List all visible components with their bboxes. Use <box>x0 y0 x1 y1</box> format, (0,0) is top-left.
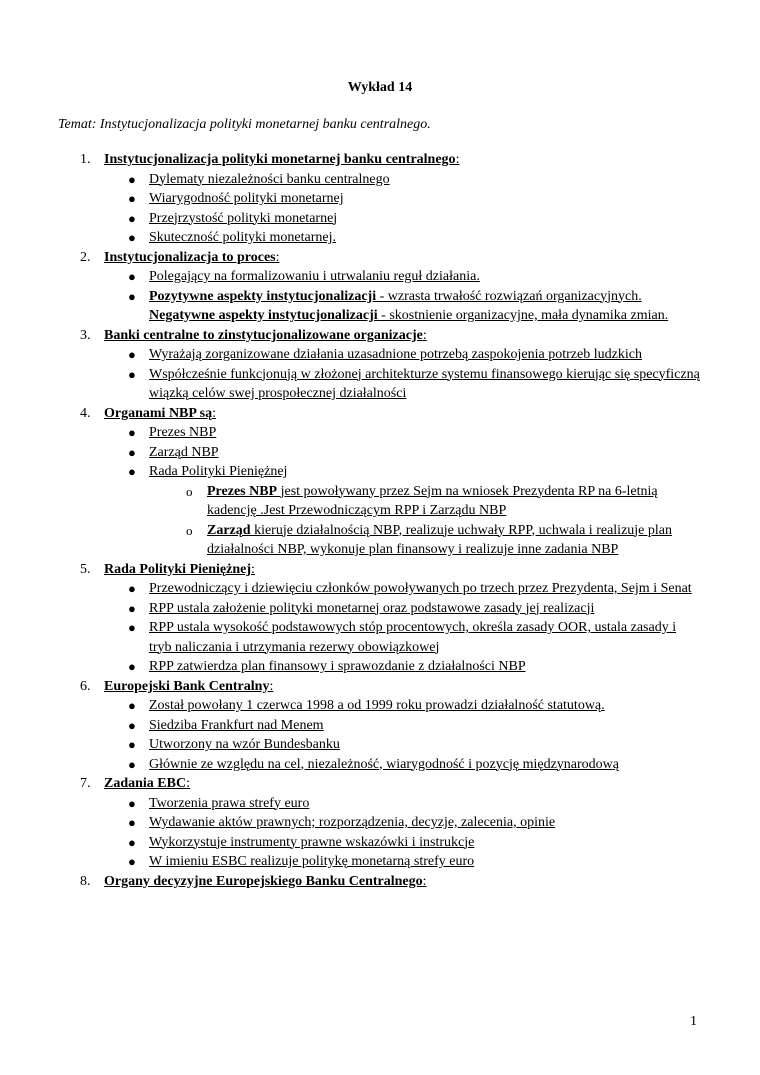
section-number: 2. <box>80 249 91 265</box>
bullet-icon: ● <box>128 288 136 304</box>
bullet-icon: ● <box>128 620 136 635</box>
section-4: 4. Organami NBP są: <box>0 404 760 424</box>
section-number: 7. <box>80 776 91 791</box>
list-item: ● Został powołany 1 czerwca 1998 a od 1999 roku prowadzi działalność statutową. <box>0 696 760 716</box>
section-number: 4. <box>80 405 91 421</box>
list-item: ● Tworzenia prawa strefy euro <box>0 794 760 814</box>
list-item: ● Dylematy niezależności banku centralnego <box>0 170 760 190</box>
section-number: 1. <box>80 152 91 167</box>
sub-bullet-icon: o <box>186 483 193 499</box>
section-7: 7. Zadania EBC: <box>0 774 760 794</box>
bullet-icon: ● <box>128 834 136 850</box>
outline-list <box>0 150 760 891</box>
list-item: ● Wiarygodność polityki monetarnej <box>0 189 760 209</box>
list-item: ● Współcześnie funkcjonują w złożonej architekturze systemu finansowego kierując się specyficzną wiązką celów swej prospołecznej działalności <box>128 366 700 401</box>
list-item: ● Skuteczność polityki monetarnej. <box>0 228 760 248</box>
section-title: Instytucjonalizacja to proces <box>104 249 276 265</box>
lecture-title: Wykład 14 <box>347 80 413 95</box>
bullet-icon: ● <box>128 737 136 752</box>
list-item: ● Wykorzystuje instrumenty prawne wskazówki i instrukcje <box>0 833 760 853</box>
bullet-icon: ● <box>128 210 136 226</box>
section-number: 3. <box>80 327 91 343</box>
section-3: 3. Banki centralne to zinstytucjonalizowane organizacje: <box>0 326 760 346</box>
list-item: ● Polegający na formalizowaniu i utrwalaniu reguł działania. <box>0 267 760 287</box>
list-item: ● Przewodniczący i dziewięciu członków powoływanych po trzech przez Prezydenta, Sejm i Senat <box>0 579 760 599</box>
list-item: ● W imieniu ESBC realizuje politykę monetarną strefy euro <box>0 852 760 872</box>
bullet-icon: ● <box>128 171 136 187</box>
section-title: Organy decyzyjne Europejskiego Banku Centralnego <box>104 873 423 889</box>
bullet-icon: ● <box>128 815 136 830</box>
bullet-icon: ● <box>128 464 136 479</box>
bullet-icon: ● <box>128 600 136 616</box>
bullet-icon: ● <box>128 659 136 674</box>
lecture-subject: Temat: Instytucjonalizacja polityki monetarnej banku centralnego. <box>58 117 431 132</box>
section-6: 6. Europejski Bank Centralny: <box>0 677 760 697</box>
bullet-icon: ● <box>128 698 136 713</box>
section-title: Rada Polityki Pieniężnej <box>104 561 251 577</box>
list-item: ● Wyrażają zorganizowane działania uzasadnione potrzebą zaspokojenia potrzeb ludzkich <box>0 345 760 365</box>
list-item: ● Prezes NBP <box>0 423 760 443</box>
list-item: ● Głównie ze względu na cel, niezależność, wiarygodność i pozycję międzynarodową <box>0 755 760 775</box>
section-title: Banki centralne to zinstytucjonalizowane organizacje <box>104 327 423 343</box>
list-item: ● Wydawanie aktów prawnych; rozporządzenia, decyzje, zalecenia, opinie <box>0 813 760 833</box>
section-number: 8. <box>80 873 91 889</box>
bullet-icon: ● <box>128 756 136 772</box>
list-item: ● RPP zatwierdza plan finansowy i sprawozdanie z działalności NBP <box>0 657 760 677</box>
sub-list-item: o Prezes NBP jest powoływany przez Sejm na wniosek Prezydenta RP na 6-letnią kadencję .Jest Przewodniczącym RPP i Zarządu NBP <box>186 483 658 518</box>
bullet-icon: ● <box>128 854 136 869</box>
list-item: ● Siedziba Frankfurt nad Menem <box>0 716 760 736</box>
list-item: ● RPP ustala wysokość podstawowych stóp procentowych, określa zasady OOR, ustala zasady i tryb naliczania i utrzymania rezerwy obowiązkowej <box>128 620 677 655</box>
bullet-icon: ● <box>128 795 136 811</box>
section-title: Instytucjonalizacja polityki monetarnej banku centralnego <box>104 152 456 167</box>
bullet-icon: ● <box>128 366 136 382</box>
bullet-icon: ● <box>128 191 136 206</box>
list-item: ● Pozytywne aspekty instytucjonalizacji - wzrasta trwałość rozwiązań organizacyjnych. Negatywne aspekty instytucjonalizacji - skostnienie organizacyjne, mała dynamika zmian. <box>128 288 669 323</box>
bullet-icon: ● <box>128 581 136 596</box>
section-number: 6. <box>80 678 91 694</box>
bullet-icon: ● <box>128 425 136 440</box>
sub-list-item: o Zarząd kieruje działalnością NBP, realizuje uchwały RPP, uchwala i realizuje plan działalności NBP, wykonuje plan finansowy i realizuje inne zadania NBP <box>186 522 672 557</box>
list-item: ● Zarząd NBP <box>0 443 760 463</box>
section-title: Europejski Bank Centralny <box>104 678 270 694</box>
bullet-icon: ● <box>128 444 136 460</box>
section-number: 5. <box>80 561 91 577</box>
section-5: 5. Rada Polityki Pieniężnej: <box>0 560 760 580</box>
bullet-icon: ● <box>128 230 136 245</box>
section-title: Organami NBP są <box>104 405 213 421</box>
bullet-icon: ● <box>128 347 136 362</box>
list-item: ● Rada Polityki Pieniężnej <box>0 462 760 482</box>
bullet-icon: ● <box>128 269 136 284</box>
bullet-icon: ● <box>128 717 136 733</box>
sub-bullet-icon: o <box>186 522 193 538</box>
list-item: ● Przejrzystość polityki monetarnej <box>0 209 760 229</box>
section-2: 2. Instytucjonalizacja to proces: <box>0 248 760 268</box>
section-1: 1. Instytucjonalizacja polityki monetarnej banku centralnego: <box>0 150 760 170</box>
section-title: Zadania EBC <box>104 776 187 791</box>
page-number: 1 <box>690 1014 697 1029</box>
section-8: 8. Organy decyzyjne Europejskiego Banku Centralnego: <box>0 872 760 892</box>
list-item: ● Utworzony na wzór Bundesbanku <box>0 735 760 755</box>
list-item: ● RPP ustala założenie polityki monetarnej oraz podstawowe zasady jej realizacji <box>0 599 760 619</box>
